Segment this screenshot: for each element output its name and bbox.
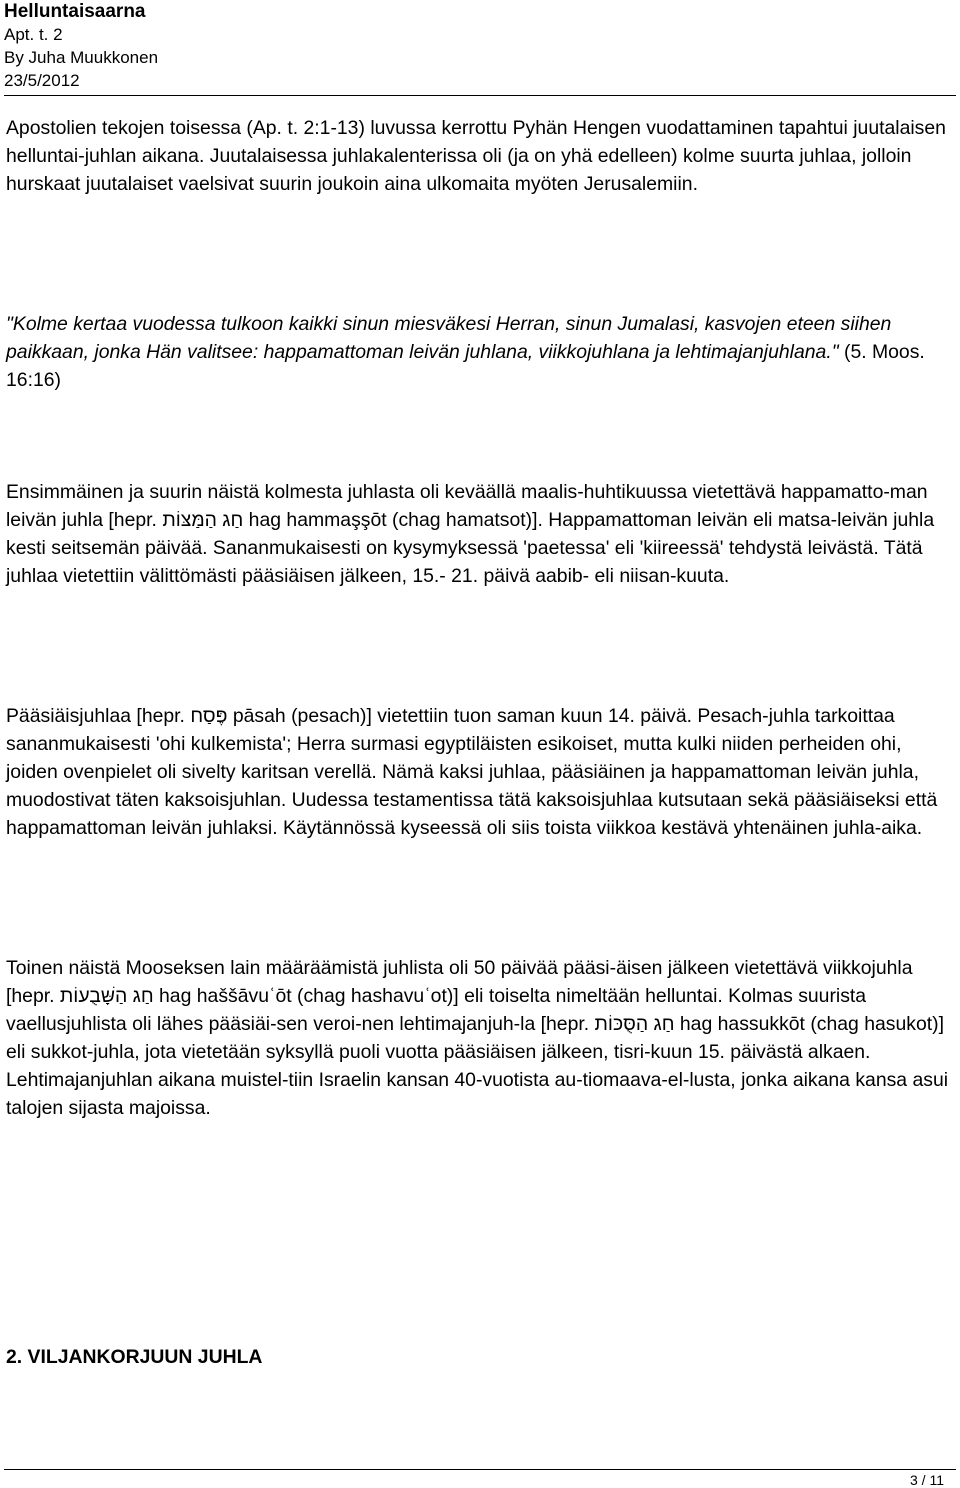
footer-divider: [4, 1469, 956, 1470]
paragraph-intro: Apostolien tekojen toisessa (Ap. t. 2:1-13) luvussa kerrottu Pyhän Hengen vuodattaminen tapahtui juutalaisen helluntai-juhlan aikana. Juutalaisessa juhlakalenterissa oli (ja on yhä edelleen) kolme suurta juhlaa, jolloin hurskaat juutalaiset vaelsivat suurin joukoin aina ulkomaita myöten Jerusalemiin.: [6, 117, 946, 195]
paragraph-quote: [6, 310, 956, 394]
document-date: 23/5/2012: [4, 71, 80, 90]
paragraph-passover: Pääsiäisjuhlaa [hepr. פֶּסַח pāsah (pesach)] vietettiin tuon saman kuun 14. päivä. Pesach-juhla tarkoittaa sananmukaisesti 'ohi kulkemista'; Herra surmasi egyptiläisten esikoiset, mutta kulki niiden perheiden ohi, joiden ovenpielet oli sivelty karitsan verellä. Nämä kaksi juhlaa, pääsiäinen ja happamattoman leivän juhla, muodostivat täten kaksoisjuhlan. Uudessa testamentissa tätä kaksoisjuhlaa kutsutaan sekä pääsiäiseksi että happamattoman leivän juhlaksi. Käytännössä kyseessä oli siis toista viikkoa kestävä yhtenäinen juhla-aika.: [6, 705, 938, 839]
document-header: [4, 0, 158, 92]
document-author: By Juha Muukkonen: [4, 48, 159, 67]
bible-reference: (5. Moos. 16:16): [6, 341, 925, 391]
document-subtitle: Apt. t. 2: [4, 25, 63, 44]
document-title: Helluntaisaarna: [4, 1, 146, 22]
paragraph-unleavened-bread: Ensimmäinen ja suurin näistä kolmesta juhlasta oli keväällä maalis-huhtikuussa vietettävä happamatto-man leivän juhla [hepr. חַג הַמַּצּוֹת hag hammaşşōt (chag hamatsot)]. Happamattoman leivän eli matsa-leivän juhla kesti seitsemän päivää. Sananmukaisesti on kysymyksessä 'paetessa' eli 'kiireessä' tehdystä leivästä. Tätä juhlaa vietettiin välittömästi pääsiäisen jälkeen, 15.- 21. päivä aabib- eli niisan-kuuta.: [6, 481, 935, 587]
paragraph-pentecost: Toinen näistä Mooseksen lain määräämistä juhlista oli 50 päivää pääsi-äisen jälkeen vietettävä viikkojuhla [hepr. חַג הַשָּׁבֻעוֹת hag haššāvuʿōt (chag hashavuʿot)] eli toiselta nimeltään helluntai. Kolmas suurista vaellusjuhlista oli lähes pääsiäi-sen veroi-nen lehtimajanjuh-la [hepr. חַג הַסֻּכּוֹת hag hassukkōt (chag hasukot)] eli sukkot-juhla, jota vietetään syksyllä puoli vuotta pääsiäisen jälkeen, tisri-kuun 15. päivästä alkaen. Lehtimajanjuhlan aikana muistel-tiin Israelin kansan 40-vuotista au-tiomaava-el-lusta, jonka aikana kansa asui talojen sijasta majoissa.: [6, 957, 949, 1119]
header-divider: [4, 95, 956, 96]
page-number: 3 / 11: [910, 1472, 944, 1488]
bible-quote: "Kolme kertaa vuodessa tulkoon kaikki sinun miesväkesi Herran, sinun Jumalasi, kasvojen eteen siihen paikkaan, jonka Hän valitsee: happamattoman leivän juhlana, viikkojuhlana ja lehtimajanjuhlana.": [6, 313, 892, 363]
section-heading: 2. VILJANKORJUUN JUHLA: [6, 1346, 263, 1368]
